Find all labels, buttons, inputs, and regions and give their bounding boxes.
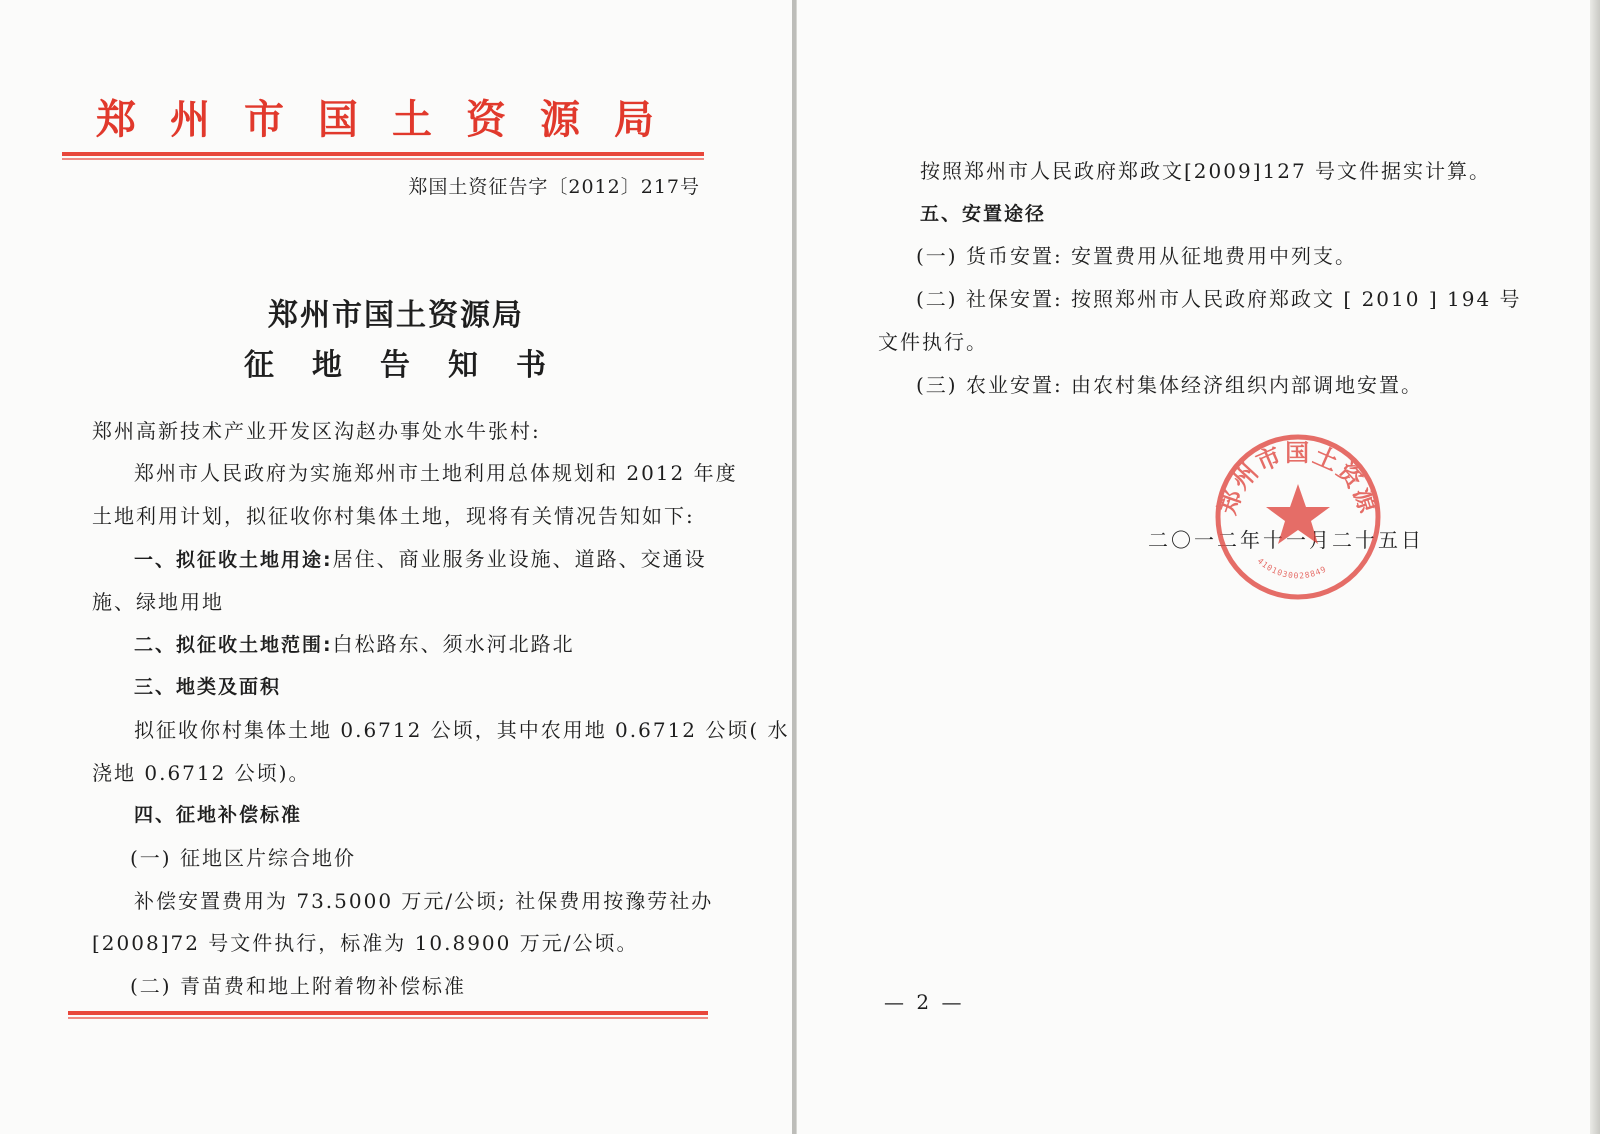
seal-icon bbox=[1213, 432, 1383, 602]
section-4-text-1: 补偿安置费用为 73.5000 万元/公顷; 社保费用按豫劳社办 bbox=[134, 889, 714, 913]
section-1-continued: 施、绿地用地 bbox=[92, 590, 224, 614]
section-2-text: 白松路东、须水河北路北 bbox=[332, 632, 575, 656]
section-2 bbox=[134, 631, 575, 658]
left-page bbox=[0, 0, 793, 1134]
addressee: 郑州高新技术产业开发区沟赵办事处水牛张村: bbox=[92, 419, 541, 443]
section-3-heading: 三、地类及面积 bbox=[134, 676, 282, 698]
section-5-heading: 五、安置途径 bbox=[920, 203, 1047, 225]
page-edge bbox=[1590, 0, 1600, 1134]
footer-rule-thin bbox=[68, 1017, 708, 1019]
document-number: 郑国土资征告字〔2012〕217号 bbox=[408, 176, 700, 198]
issue-date: 二〇一二年十一月二十五日 bbox=[1148, 528, 1424, 552]
section-5-item-2-line-2: 文件执行。 bbox=[878, 330, 988, 354]
section-4-text-2: [2008]72 号文件执行，标准为 10.8900 万元/公顷。 bbox=[92, 931, 639, 955]
section-1 bbox=[134, 546, 707, 573]
svg-text:4101030028849 bbox=[1256, 556, 1328, 580]
notice-org-title: 郑州市国土资源局 bbox=[268, 298, 524, 333]
letterhead-rule-thin bbox=[62, 158, 704, 160]
section-2-heading: 二、拟征收土地范围: bbox=[134, 634, 333, 656]
seal-code: 4101030028849 bbox=[1255, 556, 1329, 581]
section-3-text-2: 浇地 0.6712 公顷)。 bbox=[92, 761, 311, 785]
official-seal bbox=[1213, 432, 1383, 602]
section-5-item-3: (三) 农业安置: 由农村集体经济组织内部调地安置。 bbox=[916, 373, 1424, 397]
section-4-sub-2: (二) 青苗费和地上附着物补偿标准 bbox=[130, 974, 466, 998]
section-4-sub-1: (一) 征地区片综合地价 bbox=[130, 846, 356, 870]
intro-line-2: 土地利用计划，拟征收你村集体土地，现将有关情况告知如下: bbox=[92, 504, 695, 528]
page-number: — 2 — bbox=[884, 990, 965, 1014]
section-4-heading: 四、征地补偿标准 bbox=[134, 804, 303, 826]
seal-star-icon bbox=[1266, 484, 1330, 544]
letterhead-rule bbox=[62, 152, 704, 156]
section-5-item-1: (一) 货币安置: 安置费用从征地费用中列支。 bbox=[916, 244, 1358, 268]
seal-text: 郑州市国土资源 bbox=[1213, 437, 1383, 518]
intro-line-1: 郑州市人民政府为实施郑州市土地利用总体规划和 2012 年度 bbox=[134, 461, 738, 485]
continued-text: 按照郑州市人民政府郑政文[2009]127 号文件据实计算。 bbox=[920, 159, 1492, 183]
section-5-item-2-line-1: (二) 社保安置: 按照郑州市人民政府郑政文 [ 2010 ] 194 号 bbox=[916, 287, 1522, 311]
section-3-text-1: 拟征收你村集体土地 0.6712 公顷，其中农用地 0.6712 公顷( 水 bbox=[134, 718, 790, 742]
notice-title: 征地告知书 bbox=[244, 348, 584, 383]
footer-rule bbox=[68, 1011, 708, 1015]
section-1-text: 居住、商业服务业设施、道路、交通设 bbox=[332, 547, 707, 571]
section-1-heading: 一、拟征收土地用途: bbox=[134, 549, 333, 571]
letterhead-title: 郑州市国土资源局 bbox=[96, 96, 688, 143]
